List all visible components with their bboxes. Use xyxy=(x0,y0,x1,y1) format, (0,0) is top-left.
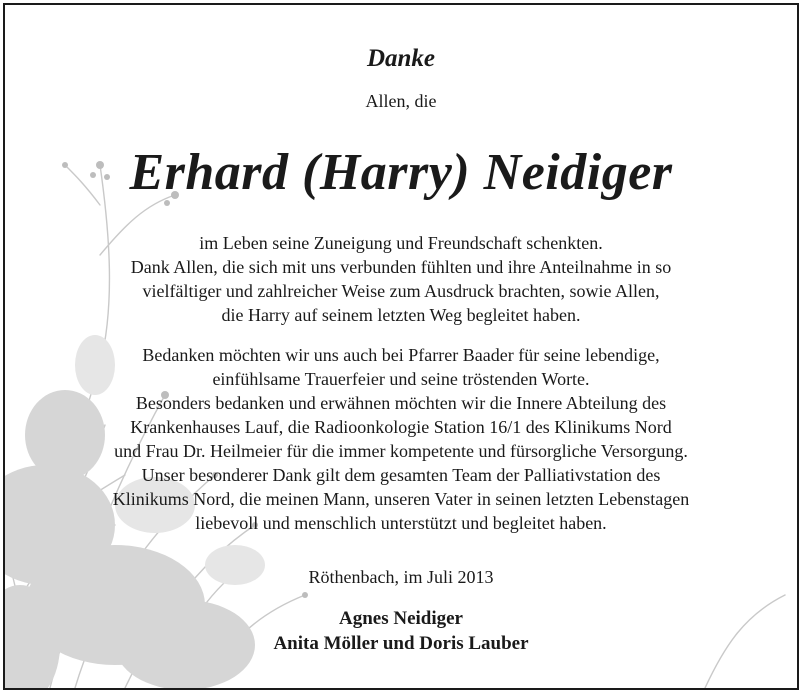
text-line: Unser besonderer Dank gilt dem gesamten Team der Palliativstation des xyxy=(141,465,661,485)
paragraph-acknowledgements xyxy=(5,343,797,535)
text-line: Krankenhauses Lauf, die Radioonkologie Station 16/1 des Klinikums Nord xyxy=(130,417,672,437)
signature-line: Anita Möller und Doris Lauber xyxy=(273,633,529,654)
deceased-name: Erhard (Harry) Neidiger xyxy=(129,144,673,201)
text-line: Dank Allen, die sich mit uns verbunden fühlten und ihre Anteilnahme in so xyxy=(130,257,672,277)
paragraph-thanks xyxy=(5,231,797,327)
text-line: Bedanken möchten wir uns auch bei Pfarrer Baader für seine lebendige, xyxy=(142,345,660,365)
text-line: vielfältiger und zahlreicher Weise zum Ausdruck brachten, sowie Allen, xyxy=(142,281,660,301)
text-line: Besonders bedanken und erwähnen möchten wir die Innere Abteilung des xyxy=(135,393,667,413)
heading-danke: Danke xyxy=(366,45,436,72)
signature-line: Agnes Neidiger xyxy=(338,608,463,629)
intro-text: Allen, die xyxy=(365,91,437,111)
text-line: liebevoll und menschlich unterstützt und begleitet haben. xyxy=(195,513,607,533)
text-line: die Harry auf seinem letzten Weg begleitet haben. xyxy=(221,305,581,325)
text-line: einfühlsame Trauerfeier und seine tröstenden Worte. xyxy=(212,369,590,389)
text-line: und Frau Dr. Heilmeier für die immer kompetente und fürsorgliche Versorgung. xyxy=(114,441,688,461)
place-date: Röthenbach, im Juli 2013 xyxy=(308,567,494,587)
text-line: Klinikums Nord, die meinen Mann, unseren Vater in seinen letzten Lebenstagen xyxy=(112,489,690,509)
text-line: im Leben seine Zuneigung und Freundschaft schenkten. xyxy=(199,233,603,253)
notice-frame xyxy=(3,3,799,690)
